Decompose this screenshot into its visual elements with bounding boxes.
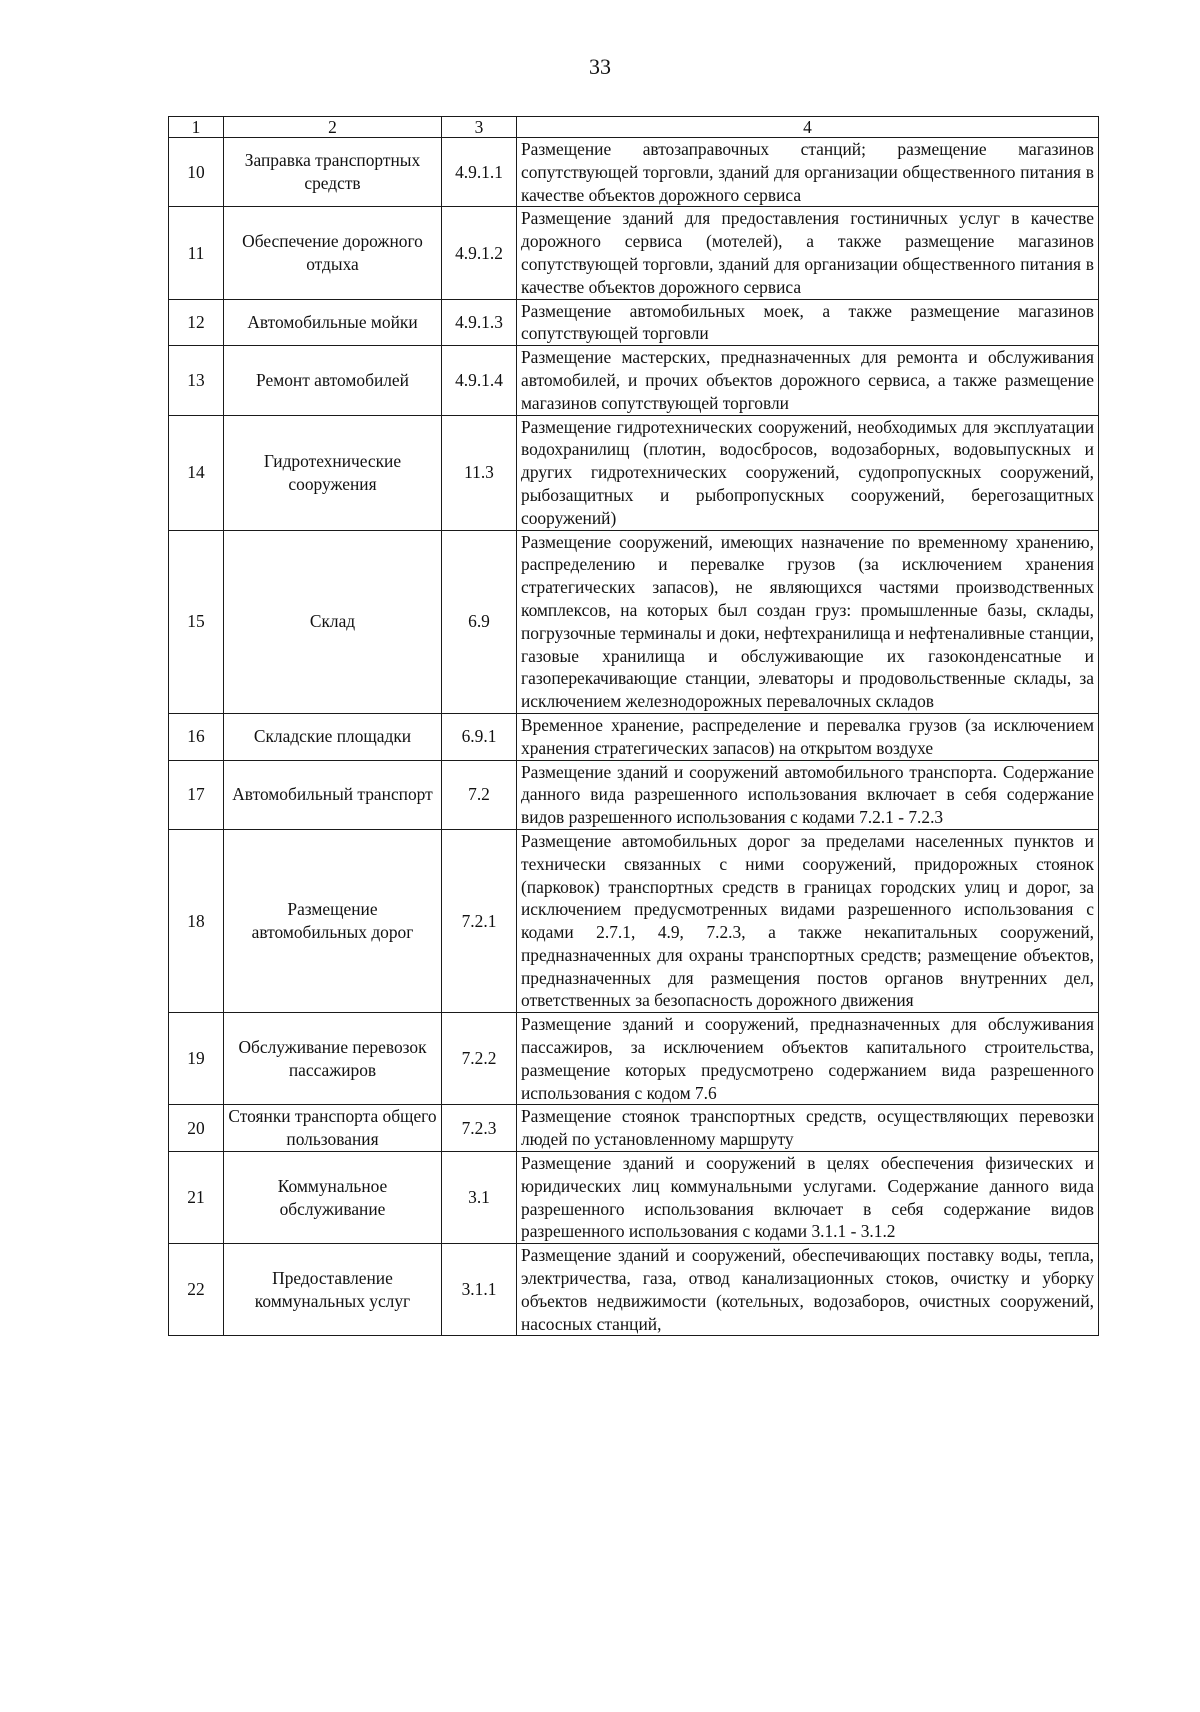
header-col-2: 2 bbox=[224, 117, 442, 138]
row-number: 12 bbox=[169, 299, 224, 346]
table-row bbox=[169, 346, 1099, 415]
use-type-description: Размещение автозаправочных станций; размещение магазинов сопутствующей торговли, зданий для организации общественного питания в качестве объектов дорожного сервиса bbox=[517, 138, 1099, 207]
use-type-name: Автомобильные мойки bbox=[224, 299, 442, 346]
use-type-description: Временное хранение, распределение и перевалка грузов (за исключением хранения стратегических запасов) на открытом воздухе bbox=[517, 713, 1099, 760]
table-row bbox=[169, 1152, 1099, 1244]
land-use-table bbox=[168, 116, 1099, 1336]
row-number: 11 bbox=[169, 207, 224, 299]
table-row bbox=[169, 207, 1099, 299]
use-type-code: 3.1.1 bbox=[442, 1244, 517, 1336]
table-row bbox=[169, 829, 1099, 1012]
row-number: 14 bbox=[169, 415, 224, 530]
use-type-code: 7.2.3 bbox=[442, 1105, 517, 1152]
row-number: 21 bbox=[169, 1152, 224, 1244]
table-row bbox=[169, 1244, 1099, 1336]
row-number: 19 bbox=[169, 1013, 224, 1105]
use-type-name: Гидротехнические сооружения bbox=[224, 415, 442, 530]
table-row bbox=[169, 760, 1099, 829]
use-type-code: 4.9.1.3 bbox=[442, 299, 517, 346]
page-number: 33 bbox=[589, 54, 611, 79]
table-row bbox=[169, 530, 1099, 713]
use-type-description: Размещение зданий и сооружений, предназначенных для обслуживания пассажиров, за исключением объектов капитального строительства, размещение которых предусмотрено содержанием вида разрешенного использования с кодом 7.6 bbox=[517, 1013, 1099, 1105]
use-type-name: Ремонт автомобилей bbox=[224, 346, 442, 415]
use-type-description: Размещение зданий и сооружений, обеспечивающих поставку воды, тепла, электричества, газа, отвод канализационных стоков, очистку и уборку объектов недвижимости (котельных, водозаборов, очистных сооружений, насосных станций, bbox=[517, 1244, 1099, 1336]
use-type-name: Склад bbox=[224, 530, 442, 713]
use-type-code: 4.9.1.2 bbox=[442, 207, 517, 299]
use-type-code: 4.9.1.4 bbox=[442, 346, 517, 415]
table-row bbox=[169, 1013, 1099, 1105]
header-col-3: 3 bbox=[442, 117, 517, 138]
use-type-code: 6.9 bbox=[442, 530, 517, 713]
use-type-name: Предоставление коммунальных услуг bbox=[224, 1244, 442, 1336]
row-number: 17 bbox=[169, 760, 224, 829]
use-type-code: 7.2 bbox=[442, 760, 517, 829]
use-type-code: 7.2.1 bbox=[442, 829, 517, 1012]
use-type-code: 11.3 bbox=[442, 415, 517, 530]
table-row bbox=[169, 138, 1099, 207]
use-type-name: Складские площадки bbox=[224, 713, 442, 760]
row-number: 22 bbox=[169, 1244, 224, 1336]
table-row bbox=[169, 713, 1099, 760]
use-type-name: Автомобильный транспорт bbox=[224, 760, 442, 829]
use-type-description: Размещение сооружений, имеющих назначение по временному хранению, распределению и перевалке грузов (за исключением хранения стратегических запасов), не являющихся частями производственных комплексов, на которых был создан груз: промышленные базы, склады, погрузочные терминалы и доки, нефтехранилища и нефтеналивные станции, газовые хранилища и обслуживающие их газоконденсатные и газоперекачивающие станции, элеваторы и продовольственные склады, за исключением железнодорожных перевалочных складов bbox=[517, 530, 1099, 713]
row-number: 10 bbox=[169, 138, 224, 207]
use-type-name: Коммунальное обслуживание bbox=[224, 1152, 442, 1244]
row-number: 18 bbox=[169, 829, 224, 1012]
use-type-description: Размещение автомобильных моек, а также размещение магазинов сопутствующей торговли bbox=[517, 299, 1099, 346]
use-type-name: Стоянки транспорта общего пользования bbox=[224, 1105, 442, 1152]
table-row bbox=[169, 1105, 1099, 1152]
use-type-name: Обслуживание перевозок пассажиров bbox=[224, 1013, 442, 1105]
use-type-description: Размещение зданий для предоставления гостиничных услуг в качестве дорожного сервиса (мотелей), а также размещение магазинов сопутствующей торговли, зданий для организации общественного питания в качестве объектов дорожного сервиса bbox=[517, 207, 1099, 299]
use-type-description: Размещение гидротехнических сооружений, необходимых для эксплуатации водохранилищ (плотин, водосбросов, водозаборных, водовыпускных и других гидротехнических сооружений, судопропускных сооружений, рыбозащитных и рыбопропускных сооружений, берегозащитных сооружений) bbox=[517, 415, 1099, 530]
use-type-name: Размещение автомобильных дорог bbox=[224, 829, 442, 1012]
use-type-description: Размещение стоянок транспортных средств, осуществляющих перевозки людей по установленному маршруту bbox=[517, 1105, 1099, 1152]
row-number: 16 bbox=[169, 713, 224, 760]
use-type-description: Размещение автомобильных дорог за пределами населенных пунктов и технически связанных с ними сооружений, придорожных стоянок (парковок) транспортных средств в границах городских улиц и дорог, за исключением предусмотренных видами разрешенного использования с кодами 2.7.1, 4.9, 7.2.3, а также некапитальных сооружений, предназначенных для охраны транспортных средств; размещение объектов, предназначенных для размещения постов органов внутренних дел, ответственных за безопасность дорожного движения bbox=[517, 829, 1099, 1012]
use-type-description: Размещение мастерских, предназначенных для ремонта и обслуживания автомобилей, и прочих объектов дорожного сервиса, а также размещение магазинов сопутствующей торговли bbox=[517, 346, 1099, 415]
use-type-name: Заправка транспортных средств bbox=[224, 138, 442, 207]
header-col-1: 1 bbox=[169, 117, 224, 138]
header-col-4: 4 bbox=[517, 117, 1099, 138]
use-type-code: 3.1 bbox=[442, 1152, 517, 1244]
use-type-description: Размещение зданий и сооружений в целях обеспечения физических и юридических лиц коммунальными услугами. Содержание данного вида разрешенного использования включает в себя содержание видов разрешенного использования с кодами 3.1.1 - 3.1.2 bbox=[517, 1152, 1099, 1244]
use-type-code: 6.9.1 bbox=[442, 713, 517, 760]
row-number: 13 bbox=[169, 346, 224, 415]
header-row bbox=[169, 117, 1099, 138]
use-type-description: Размещение зданий и сооружений автомобильного транспорта. Содержание данного вида разрешенного использования включает в себя содержание видов разрешенного использования с кодами 7.2.1 - 7.2.3 bbox=[517, 760, 1099, 829]
use-type-name: Обеспечение дорожного отдыха bbox=[224, 207, 442, 299]
use-type-code: 7.2.2 bbox=[442, 1013, 517, 1105]
use-type-code: 4.9.1.1 bbox=[442, 138, 517, 207]
row-number: 15 bbox=[169, 530, 224, 713]
row-number: 20 bbox=[169, 1105, 224, 1152]
table-row bbox=[169, 415, 1099, 530]
table-row bbox=[169, 299, 1099, 346]
